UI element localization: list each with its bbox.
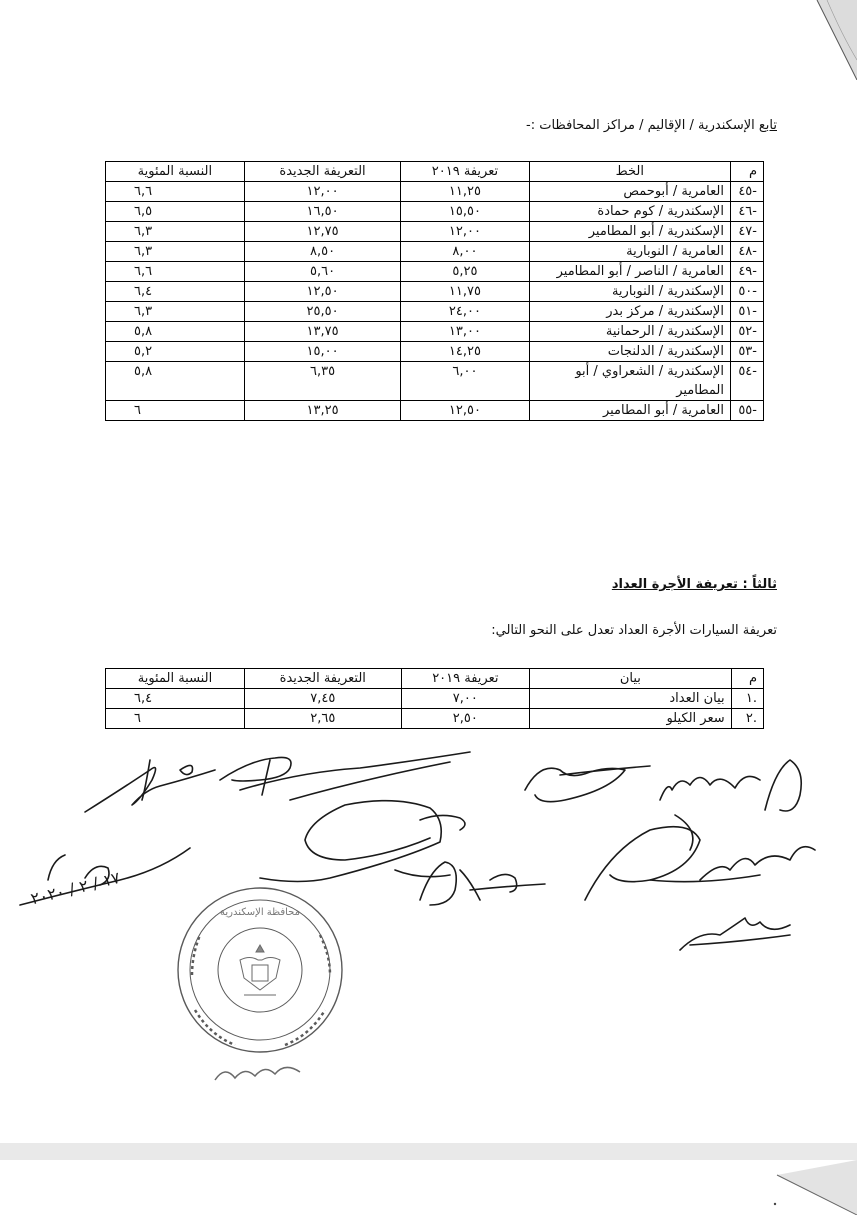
cell-line: العامرية / الناصر / أبو المطامير xyxy=(529,262,730,282)
cell-m: -٥٤ xyxy=(730,362,763,401)
cell-m: -٥٥ xyxy=(730,401,763,421)
cell-tariff_2019: ١٢,٥٠ xyxy=(401,401,529,421)
signature-5 xyxy=(525,766,650,802)
header-item: بيان xyxy=(530,669,732,689)
eagle-emblem-icon xyxy=(240,945,280,995)
seal-text: محافظة الإسكندرية xyxy=(219,907,301,918)
header-percent: النسبة المئوية xyxy=(106,669,245,689)
header-tariff-2019: تعريفة ٢٠١٩ xyxy=(401,669,529,689)
signature-4 xyxy=(420,862,545,905)
cell-tariff_2019: ١١,٢٥ xyxy=(401,182,529,202)
cell-line: العامرية / أبوحمص xyxy=(529,182,730,202)
cell-new_tariff: ١٥,٠٠ xyxy=(244,342,400,362)
signature-2 xyxy=(220,752,470,800)
cell-tariff_2019: ٢,٥٠ xyxy=(401,709,529,729)
cell-tariff_2019: ١٢,٠٠ xyxy=(401,222,529,242)
cell-new_tariff: ٢,٦٥ xyxy=(244,709,401,729)
cell-line: الإسكندرية / الدلنجات xyxy=(529,342,730,362)
cell-tariff_2019: ٧,٠٠ xyxy=(401,689,529,709)
cell-percent: ٥,٨ xyxy=(106,362,245,401)
page-curl-icon xyxy=(767,1160,857,1215)
cell-m: -٥٢ xyxy=(730,322,763,342)
header-line: الخط xyxy=(529,162,730,182)
heading-underlined-word: تابع xyxy=(758,118,777,133)
signature-6 xyxy=(660,760,801,811)
cell-m: -٥٣ xyxy=(730,342,763,362)
official-seal xyxy=(178,888,342,1052)
signature-8 xyxy=(680,918,790,950)
cell-m: -٤٥ xyxy=(730,182,763,202)
section-three-intro: تعريفة السيارات الأجرة العداد تعدل على النحو التالي: xyxy=(491,623,777,638)
cell-new_tariff: ١٦,٥٠ xyxy=(244,202,400,222)
cell-percent: ٦,٦ xyxy=(106,262,245,282)
cell-m: -٥٠ xyxy=(730,282,763,302)
cell-new_tariff: ١٢,٠٠ xyxy=(244,182,400,202)
section-three-heading-text: ثالثاً : تعريفة الأجرة العداد xyxy=(611,577,777,592)
cell-new_tariff: ٥,٦٠ xyxy=(244,262,400,282)
cell-tariff_2019: ٥,٢٥ xyxy=(401,262,529,282)
cell-percent: ٥,٢ xyxy=(106,342,245,362)
cell-tariff_2019: ٦,٠٠ xyxy=(401,362,529,401)
cell-line: الإسكندرية / الشعراوي / أبو المطامير xyxy=(529,362,730,401)
cell-new_tariff: ١٣,٧٥ xyxy=(244,322,400,342)
cell-line: العامرية / النوبارية xyxy=(529,242,730,262)
cell-line: الإسكندرية / النوبارية xyxy=(529,282,730,302)
cell-new_tariff: ٦,٣٥ xyxy=(244,362,400,401)
cell-percent: ٦ xyxy=(106,401,245,421)
signature-1 xyxy=(85,760,215,812)
cell-line: الإسكندرية / كوم حمادة xyxy=(529,202,730,222)
signature-7 xyxy=(585,815,815,900)
header-new-tariff: التعريفة الجديدة xyxy=(244,162,400,182)
cell-line: الإسكندرية / الرحمانية xyxy=(529,322,730,342)
cell-percent: ٦ xyxy=(106,709,245,729)
cell-new_tariff: ٢٥,٥٠ xyxy=(244,302,400,322)
cell-line: الإسكندرية / مركز بدر xyxy=(529,302,730,322)
cell-m: .١ xyxy=(731,689,763,709)
cell-percent: ٦,٤ xyxy=(106,282,245,302)
next-page xyxy=(0,1160,857,1215)
header-new-tariff: التعريفة الجديدة xyxy=(244,669,401,689)
cell-percent: ٦,٥ xyxy=(106,202,245,222)
cell-item: بيان العداد xyxy=(530,689,732,709)
cell-new_tariff: ١٣,٢٥ xyxy=(244,401,400,421)
cell-tariff_2019: ١١,٧٥ xyxy=(401,282,529,302)
cell-tariff_2019: ٢٤,٠٠ xyxy=(401,302,529,322)
cell-m: -٤٧ xyxy=(730,222,763,242)
cell-new_tariff: ١٢,٥٠ xyxy=(244,282,400,302)
header-tariff-2019: تعريفة ٢٠١٩ xyxy=(401,162,529,182)
cell-new_tariff: ٨,٥٠ xyxy=(244,242,400,262)
cell-percent: ٥,٨ xyxy=(106,322,245,342)
cell-tariff_2019: ٨,٠٠ xyxy=(401,242,529,262)
cell-line: الإسكندرية / أبو المطامير xyxy=(529,222,730,242)
cell-tariff_2019: ١٣,٠٠ xyxy=(401,322,529,342)
cell-new_tariff: ٧,٤٥ xyxy=(244,689,401,709)
header-m: م xyxy=(731,669,763,689)
header-m: م xyxy=(730,162,763,182)
cell-item: سعر الكيلو xyxy=(530,709,732,729)
cell-percent: ٦,٦ xyxy=(106,182,245,202)
cell-m: -٤٩ xyxy=(730,262,763,282)
header-percent: النسبة المئوية xyxy=(106,162,245,182)
cell-tariff_2019: ١٤,٢٥ xyxy=(401,342,529,362)
cell-m: -٤٦ xyxy=(730,202,763,222)
cell-line: العامرية / أبو المطامير xyxy=(529,401,730,421)
cell-m: -٤٨ xyxy=(730,242,763,262)
cell-percent: ٦,٣ xyxy=(106,242,245,262)
seal-number-scribble xyxy=(215,1067,300,1080)
cell-m: -٥١ xyxy=(730,302,763,322)
handwritten-date: ١٧ / ٢ / ٢٠٢٠ xyxy=(28,867,122,909)
signature-3 xyxy=(260,801,465,882)
cell-percent: ٦,٣ xyxy=(106,222,245,242)
heading-rest: الإسكندرية / الإقاليم / مراكز المحافظات :- xyxy=(526,118,759,133)
cell-percent: ٦,٣ xyxy=(106,302,245,322)
cell-m: .٢ xyxy=(731,709,763,729)
cell-new_tariff: ١٢,٧٥ xyxy=(244,222,400,242)
cell-tariff_2019: ١٥,٥٠ xyxy=(401,202,529,222)
cell-percent: ٦,٤ xyxy=(106,689,245,709)
